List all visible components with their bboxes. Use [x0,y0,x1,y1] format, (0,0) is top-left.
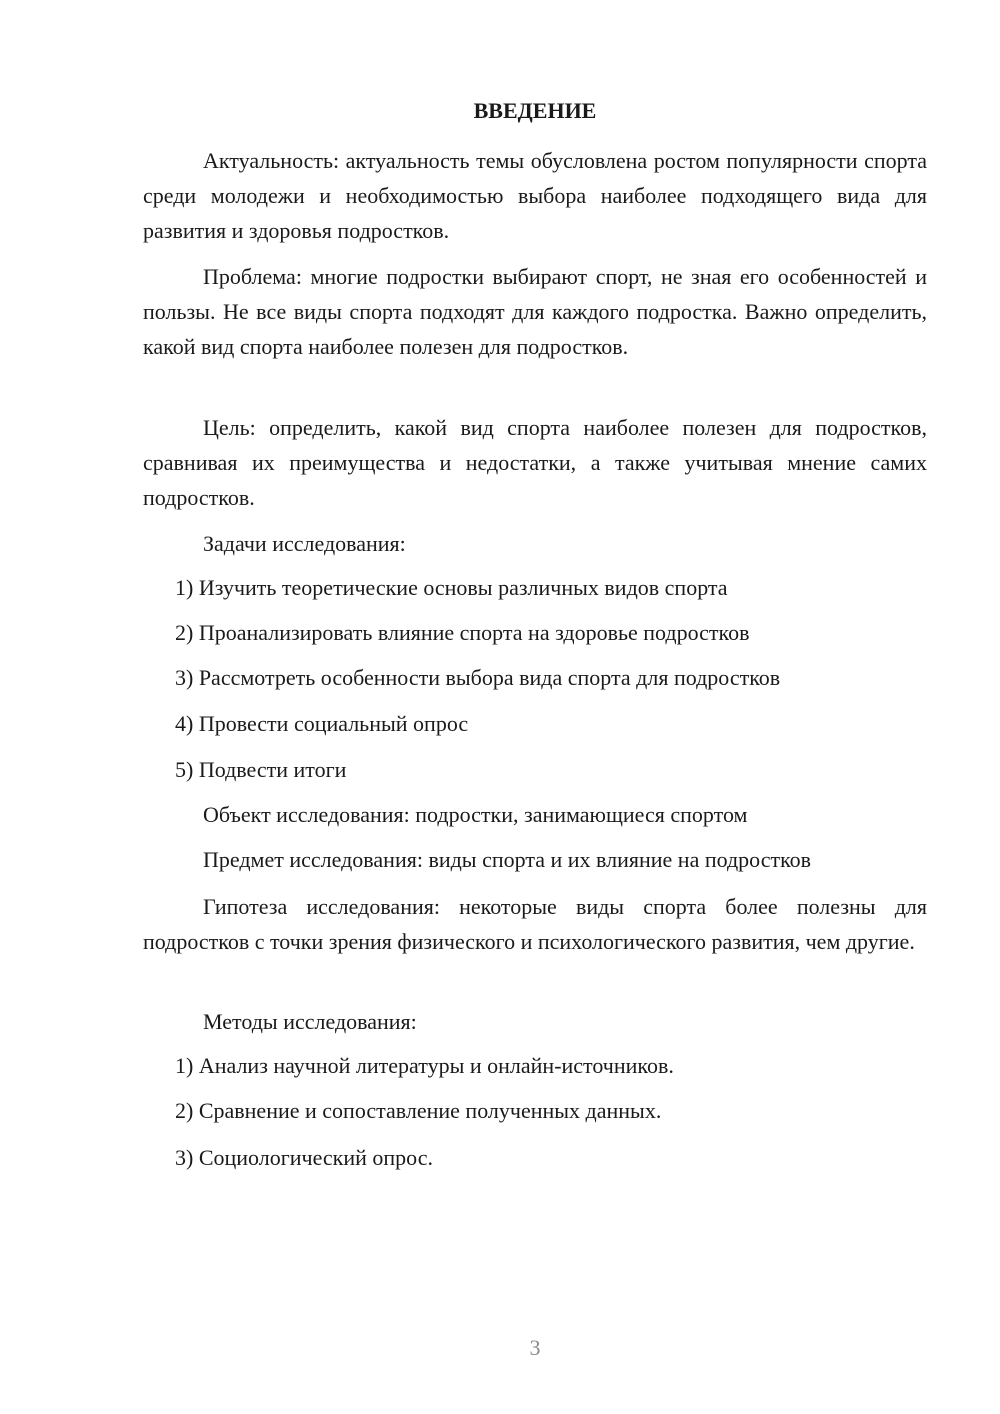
task-item: 4) Провести социальный опрос [175,711,469,736]
task-item: 3) Рассмотреть особенности выбора вида спорта для подростков [175,665,781,690]
object-line: Объект исследования: подростки, занимающиеся спортом [203,802,748,827]
relevance-paragraph: Актуальность: актуальность темы обусловлена ростом популярности спорта среди молодежи и необходимостью выбора наиболее подходящего вида для развития и здоровья подростков. [143,148,927,243]
problem-paragraph: Проблема: многие подростки выбирают спорт, не зная его особенностей и пользы. Не все виды спорта подходят для каждого подростка. Важно определить, какой вид спорта наиболее полезен для подростков. [143,264,927,359]
page-heading: ВВЕДЕНИЕ [473,98,597,123]
method-item: 2) Сравнение и сопоставление полученных данных. [175,1098,662,1123]
method-item: 3) Социологический опрос. [175,1145,433,1170]
tasks-label: Задачи исследования: [203,531,406,556]
hypothesis-paragraph: Гипотеза исследования: некоторые виды спорта более полезны для подростков с точки зрения физического и психологического развития, чем другие. [143,894,927,954]
page-number: 3 [529,1335,541,1360]
methods-label: Методы исследования: [203,1009,417,1034]
subject-line: Предмет исследования: виды спорта и их влияние на подростков [203,847,812,872]
task-item: 1) Изучить теоретические основы различных видов спорта [175,575,728,600]
task-item: 5) Подвести итоги [175,757,347,782]
goal-paragraph: Цель: определить, какой вид спорта наиболее полезен для подростков, сравнивая их преимущества и недостатки, а также учитывая мнение самих подростков. [143,415,927,510]
task-item: 2) Проанализировать влияние спорта на здоровье подростков [175,620,750,645]
method-item: 1) Анализ научной литературы и онлайн-источников. [175,1053,674,1078]
